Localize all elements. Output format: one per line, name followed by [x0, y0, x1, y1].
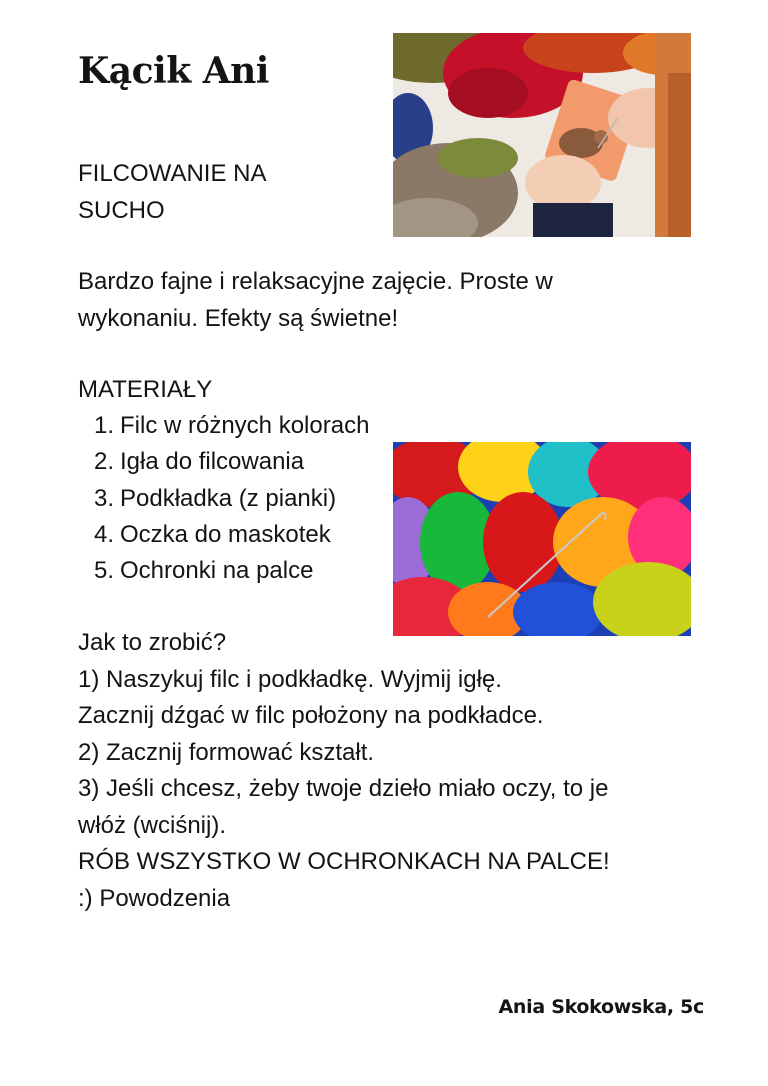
list-item [94, 517, 369, 553]
instruction-line: RÓB WSZYSTKO W OCHRONKACH NA PALCE! [78, 848, 610, 875]
list-item [94, 444, 369, 480]
instructions-heading: Jak to zrobić? [78, 629, 227, 656]
subtitle-line: SUCHO [78, 196, 165, 224]
felt-wool-photo [393, 442, 691, 636]
subtitle-line: FILCOWANIE NA [78, 160, 267, 187]
felting-hands-photo [393, 33, 691, 237]
instructions [78, 625, 610, 917]
list-item [94, 481, 369, 517]
subtitle [78, 156, 266, 229]
instruction-line: 2) Zacznij formować kształt. [78, 738, 375, 766]
list-number: 5. [94, 557, 115, 585]
list-number: 2. [94, 448, 115, 476]
instruction-line: 1) Naszykuj filc i podkładkę. Wyjmij igłę. [78, 665, 502, 693]
intro-paragraph [78, 264, 638, 337]
list-text: Filc w różnych kolorach [120, 412, 370, 439]
list-number: 3. [94, 484, 115, 512]
materials-heading: MATERIAŁY [78, 376, 213, 403]
instruction-line: :) Powodzenia [78, 884, 231, 912]
list-text: Oczka do maskotek [120, 520, 331, 548]
list-item [94, 553, 369, 589]
list-text: Ochronki na palce [120, 557, 314, 585]
instruction-line: włóż (wciśnij). [78, 811, 227, 839]
list-text: Igła do filcowania [120, 448, 305, 476]
list-text: Podkładka (z pianki) [120, 484, 337, 512]
instruction-line: Zacznij dźgać w filc położony na podkładce. [78, 702, 544, 729]
list-number: 4. [94, 520, 115, 548]
intro-line: wykonaniu. Efekty są świetne! [78, 304, 399, 332]
author-signature: Ania Skokowska, 5c [498, 996, 704, 1018]
page-title: Kącik Ani [78, 50, 269, 92]
intro-line: Bardzo fajne i relaksacyjne zajęcie. Proste w [78, 268, 553, 295]
materials-list [94, 408, 369, 589]
list-item [94, 408, 369, 444]
instruction-line: 3) Jeśli chcesz, żeby twoje dzieło miało oczy, to je [78, 775, 609, 802]
list-number: 1. [94, 412, 115, 439]
